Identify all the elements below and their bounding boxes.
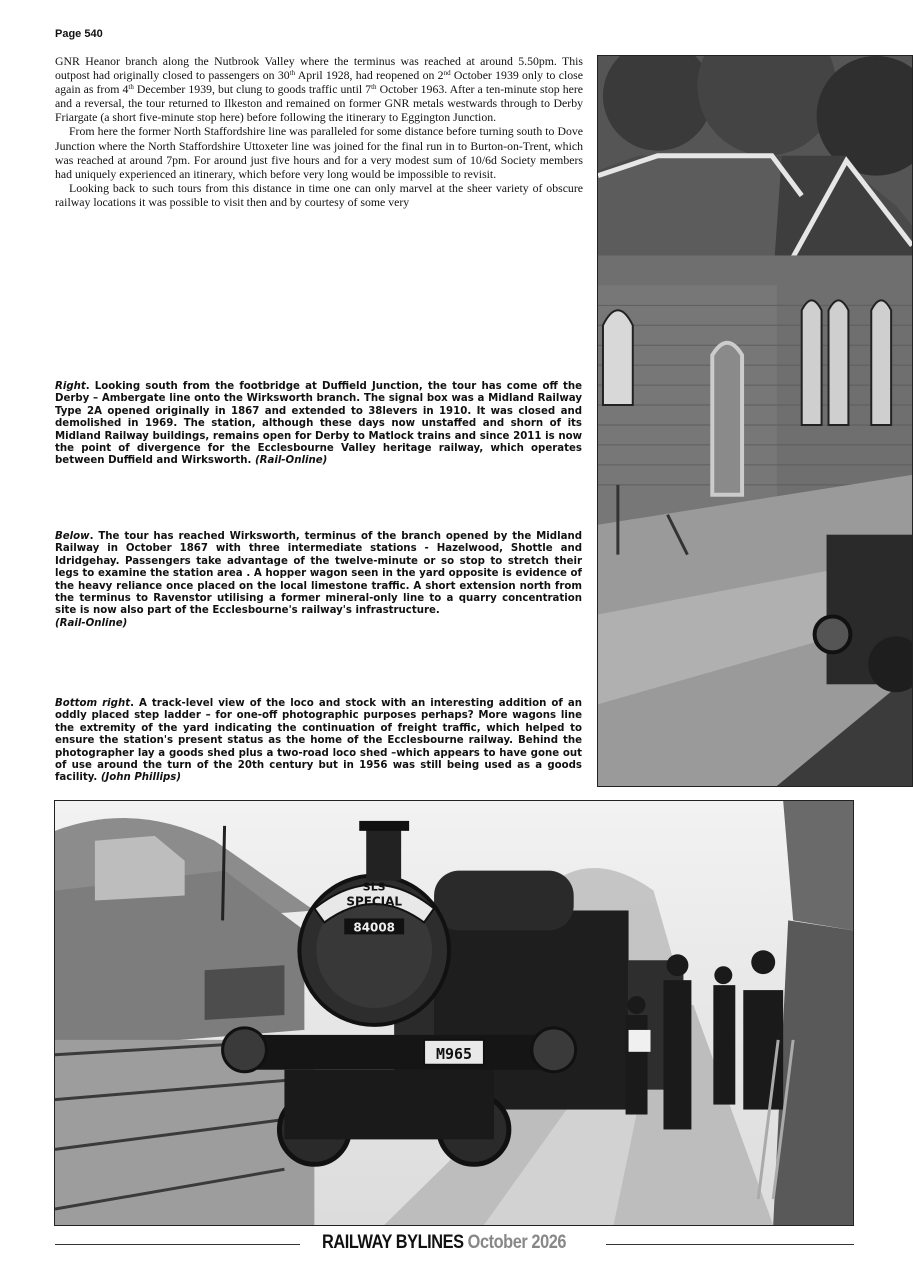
page-number: Page 540 bbox=[55, 28, 103, 40]
caption-below: Below. The tour has reached Wirksworth, terminus of the branch opened by the Midland Railway in October 1867 with three intermediate stations - Hazelwood, Shottle and Idridgehay. Passengers take advantage of the twelve-minute or so stop to stretch their legs to examine the station area . A hopper wagon seen in the yard opposite is evidence of the heavy reliance once placed on the local limestone traffic. A short extension north from the terminus to Ravenstor utilising a former mineral-only line to a quarry concentration site is now also part of the Ecclesbourne's railway's infrastructure. (Rail-Online) bbox=[55, 531, 582, 629]
footer-title bbox=[322, 1232, 566, 1254]
headboard-line-1: SLS bbox=[362, 880, 386, 894]
headboard-line-2: SPECIAL bbox=[346, 894, 403, 909]
page-footer bbox=[0, 1232, 913, 1256]
train-number-board: M965 bbox=[435, 1044, 473, 1063]
caption-bottom-right: Bottom right. A track-level view of the loco and stock with an interesting addition of an oddly placed step ladder – for one-off photographic purposes perhaps? More wagons line the extremity of the yard indicating the continuation of freight traffic, which helped to ensure the station's present status as the home of the Ecclesbourne railway. Behind the photographer lay a goods shed plus a two-road loco shed –which appears to have gone out of use around the turn of the 20th century but in 1956 was still being used as a goods facility. (John Phillips) bbox=[55, 698, 582, 784]
article-paragraph-2: From here the former North Staffordshire line was paralleled for some distance before turning south to Dove Junction where the North Staffordshire Uttoxeter line was joined for the final run in to Burton-on-Trent, which was reached at around 7pm. For around just five hours and for a very modest sum of 10/6d Society members had uniquely experienced an itinerary, which before very long would be impossible to revisit. bbox=[55, 124, 583, 181]
footer-magazine-name: RAILWAY BYLINES bbox=[322, 1232, 464, 1253]
photo-wirksworth-locomotive bbox=[54, 800, 854, 1226]
photo-station-building bbox=[597, 55, 913, 787]
caption-right: Right. Looking south from the footbridge at Duffield Junction, the tour has come off the Derby – Ambergate line onto the Wirksworth branch. The signal box was a Midland Railway Type 2A opened originally in 1867 and extended to 38levers in 1910. It was closed and demolished in 1969. The station, although these days now unstaffed and shorn of its Midland Railway buildings, remains open for Derby to Matlock trains and since 2011 is now the point of divergence for the Ecclesbourne Valley heritage railway, which operates between Duffield and Wirksworth. (Rail-Online) bbox=[55, 381, 582, 467]
footer-issue-date: October 2026 bbox=[467, 1232, 567, 1253]
article-paragraph-1: GNR Heanor branch along the Nutbrook Valley where the terminus was reached at around 5.50pm. This outpost had originally closed to passengers on 30th April 1928, had reopened on 2nd October 1939 only to close again as from 4th December 1939, but clung to goods traffic until 7th October 1963. After a ten-minute stop here and a reversal, the tour returned to Ilkeston and remained on former GNR metals westwards through to Derby Friargate (a short five-minute stop here) before following the itinerary to Eggington Junction. bbox=[55, 54, 583, 125]
footer-rule-right bbox=[606, 1244, 854, 1245]
smokebox-number: 84008 bbox=[353, 920, 395, 935]
article-paragraph-3: Looking back to such tours from this distance in time one can only marvel at the sheer variety of obscure railway locations it was possible to visit then and by courtesy of some very bbox=[55, 180, 583, 209]
article-body bbox=[55, 54, 583, 209]
footer-rule-left bbox=[55, 1244, 300, 1245]
